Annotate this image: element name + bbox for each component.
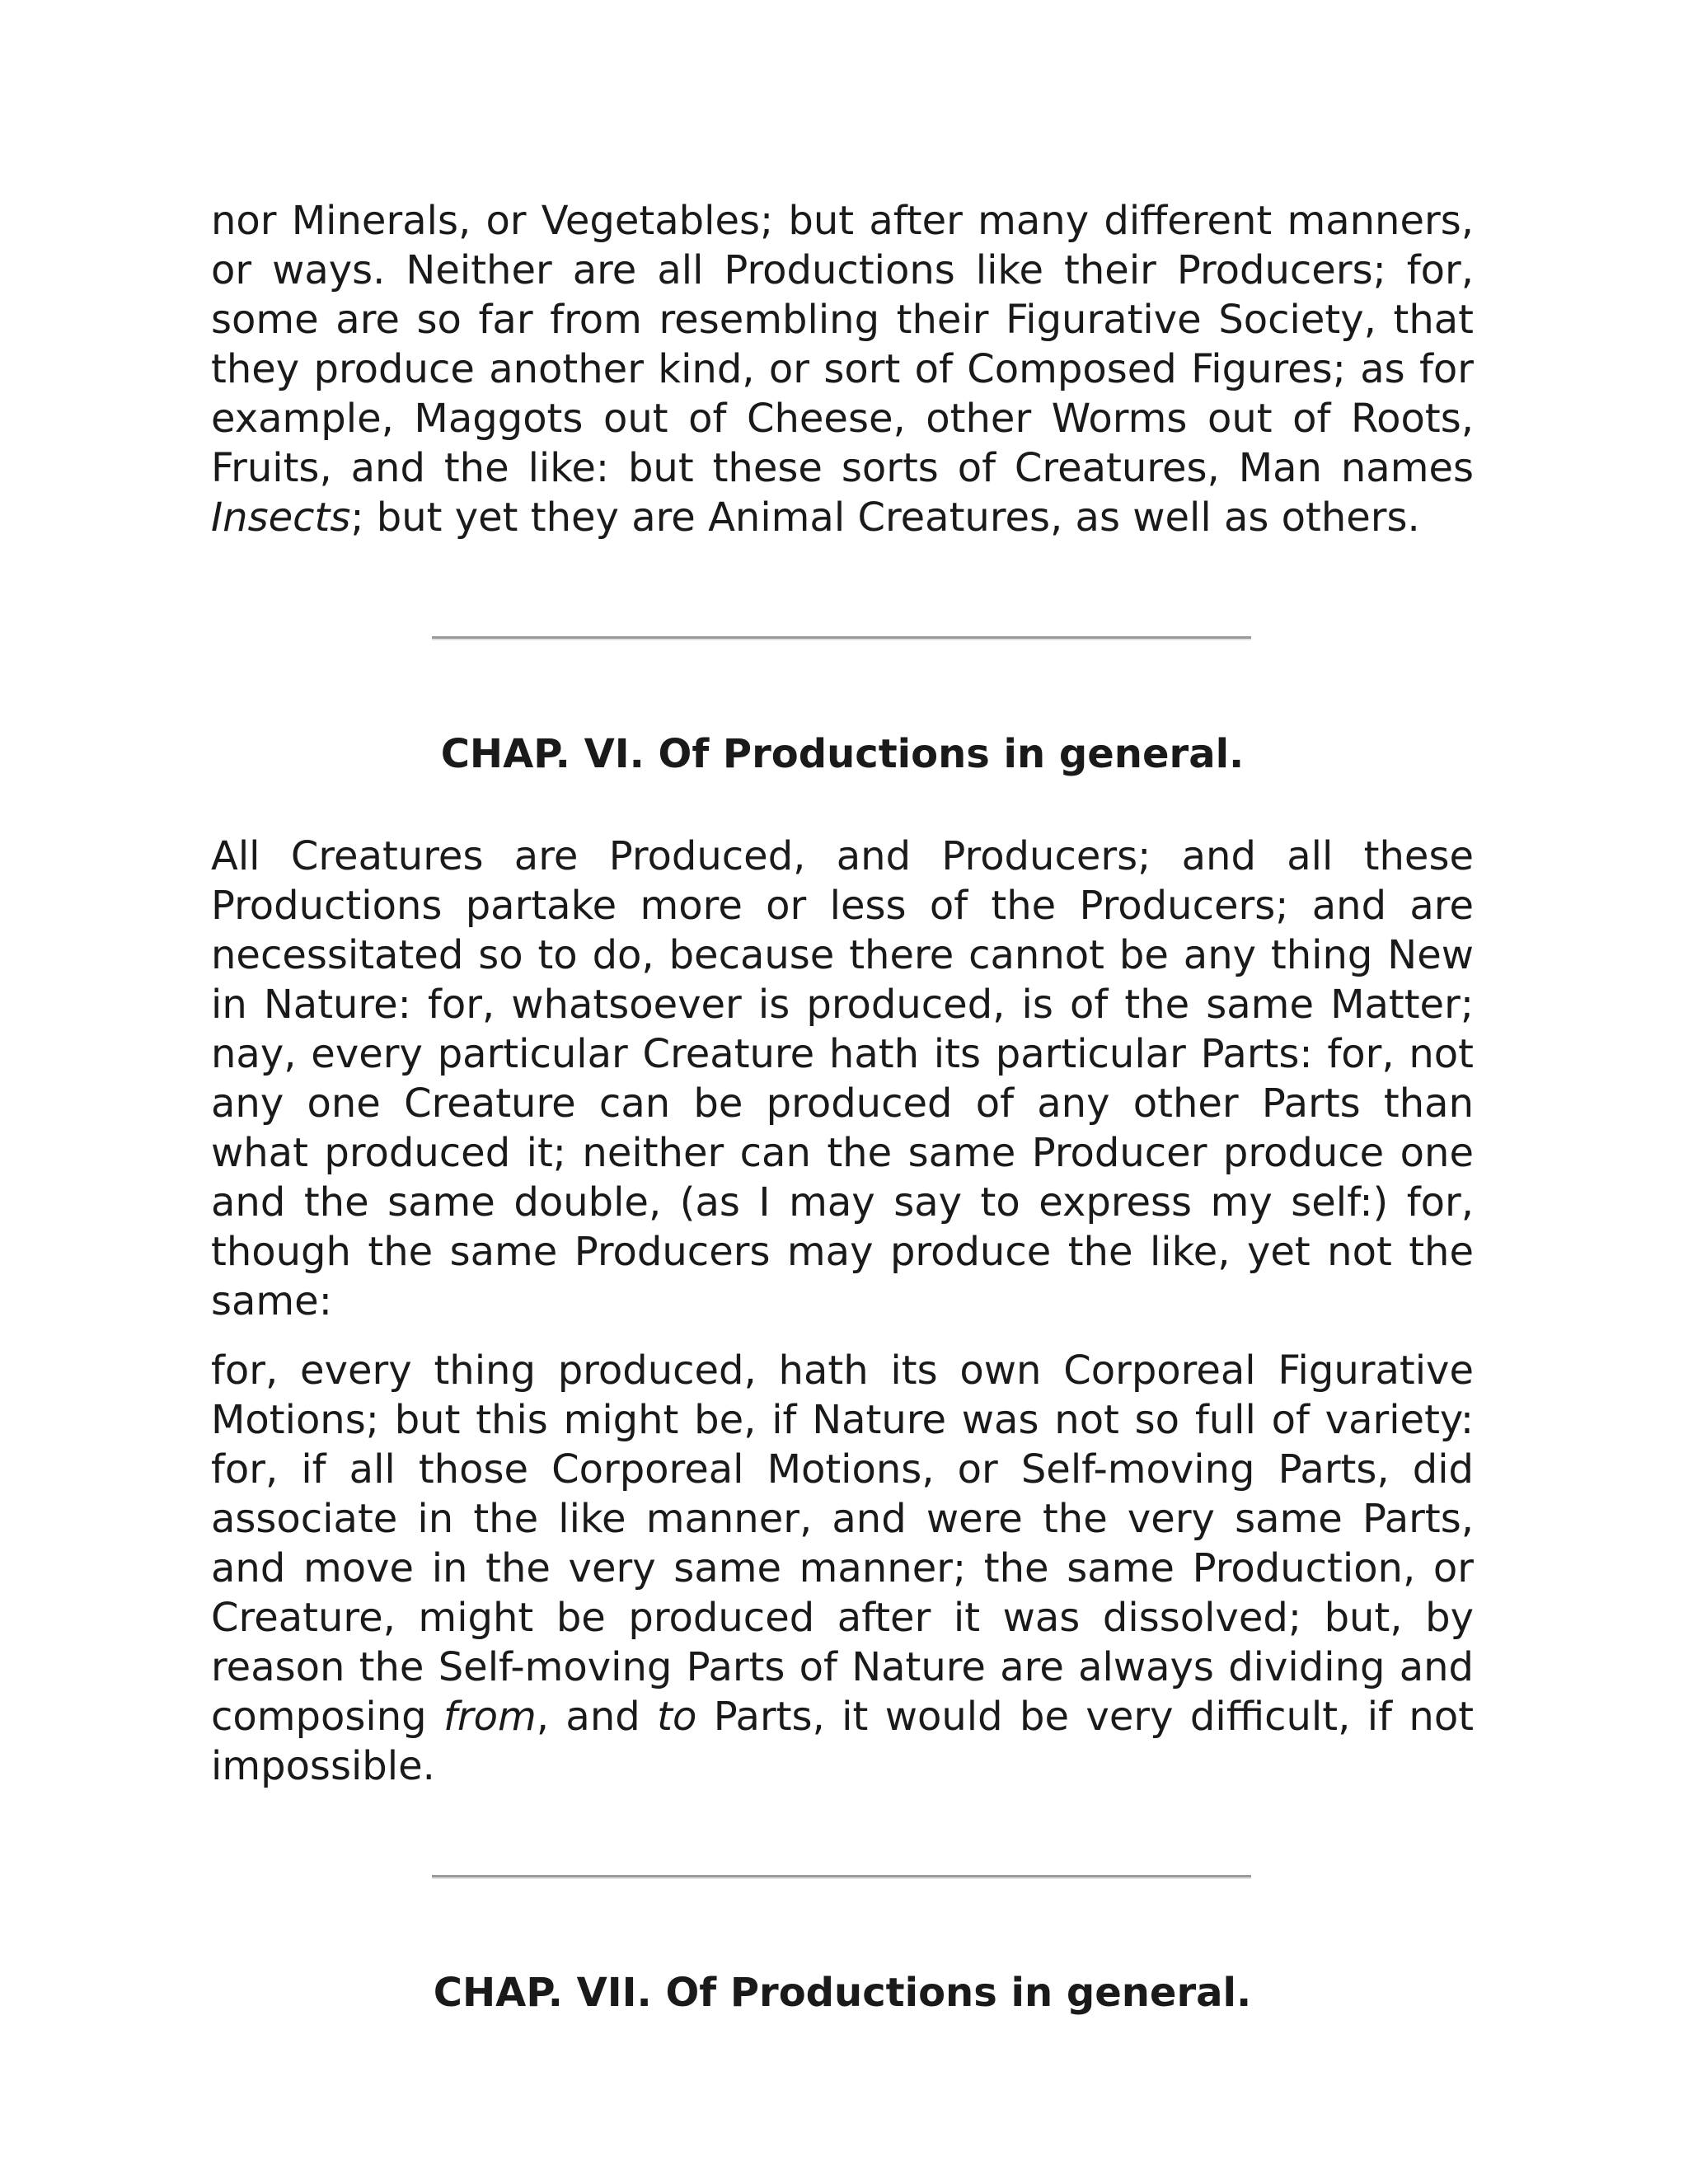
- para2-italic-from: from: [443, 1694, 537, 1740]
- chapter-6-heading: CHAP. VI. Of Productions in general.: [440, 731, 1245, 777]
- page-content: [211, 196, 1474, 2018]
- para2-italic-to: to: [657, 1694, 697, 1740]
- section-divider: [432, 1875, 1251, 1879]
- intro-italic-insects: Insects: [211, 494, 351, 541]
- section-divider: [432, 636, 1251, 640]
- chapter-7-heading: CHAP. VII. Of Productions in general.: [433, 1970, 1252, 2016]
- chapter-6-paragraph-2: [211, 1346, 1474, 1791]
- para2-text-1: for, every thing produced, hath its own Corporeal Figurative Motions; but this might be, if Nature was not so full of variety: for, if all those Corporeal Motions, or Self-moving Parts, did associate in the like manner, and were the very same Parts, and move in the very same manner; the same Production, or Creature, might be produced after it was dissolved; but, by reason the Self-moving Parts of Nature are always dividing and composing: [211, 1347, 1474, 1740]
- intro-text-2: ; but yet they are Animal Creatures, as well as others.: [350, 494, 1420, 541]
- para2-text-3: Parts, it would be very difficult, if not impossible.: [211, 1694, 1475, 1789]
- intro-text-1: nor Minerals, or Vegetables; but after many different manners, or ways. Neither are all Productions like their Producers; for, some are so far from resembling their Figurative Society, that they produce another kind, or sort of Composed Figures; as for example, Maggots out of Cheese, other Worms out of Roots, Fruits, and the like: but these sorts of Creatures, Man names: [211, 198, 1474, 491]
- intro-paragraph: [211, 196, 1474, 542]
- para2-text-2: , and: [536, 1694, 658, 1740]
- chapter-6-paragraph-1: All Creatures are Produced, and Producers; and all these Productions partake more or less of the Producers; and are necessitated so to do, because there cannot be any thing New in Nature: for, whatsoever is produced, is of the same Matter; nay, every particular Creature hath its particular Parts: for, not any one Creature can be produced of any other Parts than what produced it; neither can the same Producer produce one and the same double, (as I may say to express my self:) for, though the same Producers may produce the like, yet not the same:: [211, 833, 1474, 1324]
